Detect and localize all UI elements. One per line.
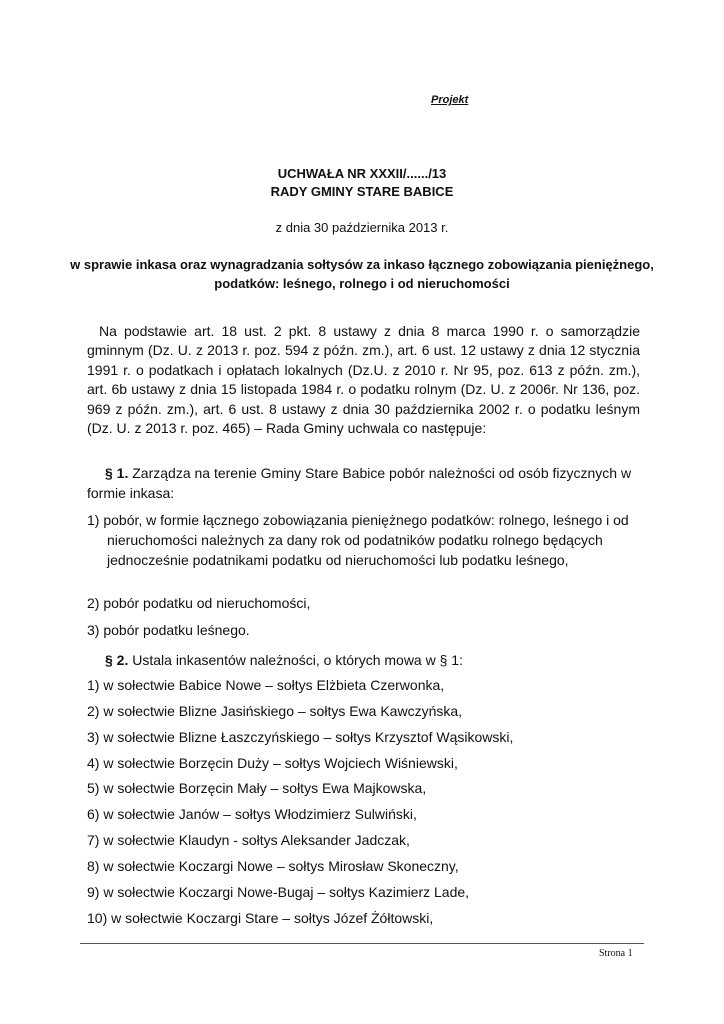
page-number: Strona 1 — [599, 948, 633, 959]
section-1-paragraph — [87, 463, 640, 503]
section-1-mark: § 1. — [105, 465, 129, 481]
list-item: 4) w sołectwie Borzęcin Duży – sołtys Wojciech Wiśniewski, — [87, 755, 458, 771]
section-2-mark: § 2. — [105, 652, 129, 668]
list-item: 2) w sołectwie Blizne Jasińskiego – sołtys Ewa Kawczyńska, — [87, 703, 463, 719]
footer-divider — [80, 943, 644, 944]
list-item: 1) w sołectwie Babice Nowe – sołtys Elżbieta Czerwonka, — [87, 677, 445, 693]
list-item: 2) pobór podatku od nieruchomości, — [87, 595, 311, 611]
list-item: 3) w sołectwie Blizne Łaszczyńskiego – sołtys Krzysztof Wąsikowski, — [87, 729, 514, 745]
legal-basis-paragraph: Na podstawie art. 18 ust. 2 pkt. 8 ustawy z dnia 8 marca 1990 r. o samorządzie gminnym (Dz. U. z 2013 r. poz. 594 z późn. zm.), art. 6 ust. 12 ustawy z dnia 12 stycznia 1991 r. o podatkach i opłatach lokalnych (Dz.U. z 2010 r. Nr 95, poz. 613 z późn. zm.), art. 6b ustawy z dnia 15 listopada 1984 r. o podatku rolnym (Dz. U. z 2006r. Nr 136, poz. 969 z późn. zm.), art. 6 ust. 8 ustawy z dnia 30 października 2002 r. o podatku leśnym (Dz. U. z 2013 r. poz. 465) – Rada Gminy uchwala co następuje: — [87, 323, 640, 437]
resolution-date: z dnia 30 października 2013 r. — [275, 220, 449, 235]
resolution-number: UCHWAŁA NR XXXII/....../13 — [277, 166, 447, 181]
list-item: 5) w sołectwie Borzęcin Mały – sołtys Ewa Majkowska, — [87, 780, 427, 796]
list-item: 6) w sołectwie Janów – sołtys Włodzimierz Sulwiński, — [87, 806, 417, 822]
resolution-subject: w sprawie inkasa oraz wynagradzania sołtysów za inkaso łącznego zobowiązania pieniężnego, podatków: leśnego, rolnego i od nieruchomości — [70, 257, 654, 291]
list-item: 10) w sołectwie Koczargi Stare – sołtys Józef Żółtowski, — [87, 910, 434, 926]
list-item: 3) pobór podatku leśnego. — [87, 622, 250, 638]
list-item: 9) w sołectwie Koczargi Nowe-Bugaj – sołtys Kazimierz Lade, — [87, 884, 470, 900]
list-item: 8) w sołectwie Koczargi Nowe – sołtys Mirosław Skoneczny, — [87, 858, 459, 874]
section-1-text: Zarządza na terenie Gminy Stare Babice pobór należności od osób fizycznych w formie inkasa: — [87, 465, 632, 501]
draft-label: Projekt — [431, 94, 469, 106]
list-item: 1) pobór, w formie łącznego zobowiązania pieniężnego podatków: rolnego, leśnego i od nieruchomości należnych za dany rok od podatników podatku rolnego będących jednocześnie podatnikami podatku od nieruchomości lub podatku leśnego, — [87, 512, 629, 568]
list-item: 7) w sołectwie Klaudyn - sołtys Aleksander Jadczak, — [87, 832, 410, 848]
council-name: RADY GMINY STARE BABICE — [270, 184, 454, 199]
section-2-paragraph — [105, 650, 463, 670]
section-2-text: Ustala inkasentów należności, o których mowa w § 1: — [128, 652, 463, 668]
